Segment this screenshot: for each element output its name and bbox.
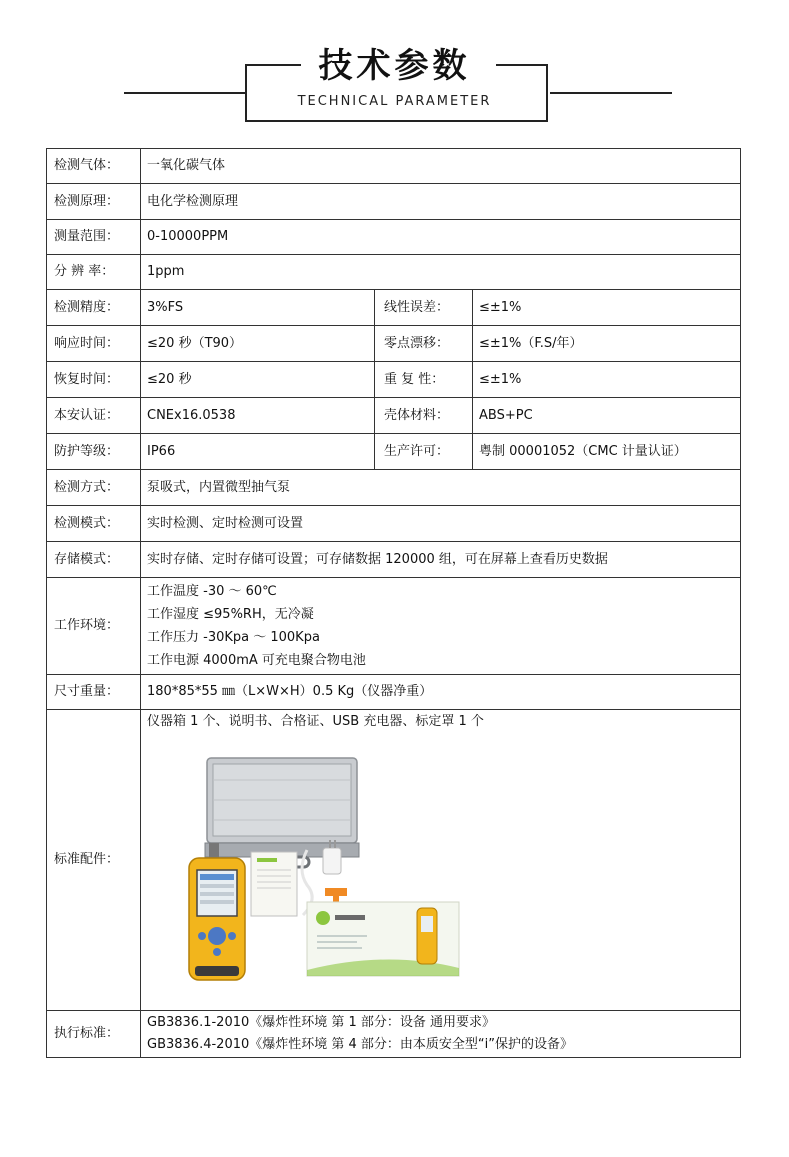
row-label: 检测模式： [47,506,141,542]
row-label-2: 零点漂移： [375,326,473,362]
row-value: 0-10000PPM [141,220,741,255]
row-value-2: ≤±1% [473,362,741,398]
table-row [47,255,741,290]
page-header [0,0,789,130]
env-line: 工作温度 -30 ～ 60℃ [147,584,277,599]
frame-bottom [245,120,548,122]
table-row [47,1011,741,1058]
row-value: 180*85*55 ㎜（L×W×H）0.5 Kg（仪器净重） [141,675,741,710]
row-label: 工作环境： [47,578,141,675]
standard-line: GB3836.1-2010《爆炸性环境 第 1 部分：设备 通用要求》 [147,1015,496,1030]
row-label: 标准配件： [47,710,141,1011]
env-line: 工作压力 -30Kpa ～ 100Kpa [147,630,320,645]
row-label: 防护等级： [47,434,141,470]
table-row [47,149,741,184]
row-value: 电化学检测原理 [141,184,741,220]
row-label-2: 重 复 性： [375,362,473,398]
row-value-2: ≤±1% [473,290,741,326]
page-subtitle: TECHNICAL PARAMETER [297,94,492,109]
row-label: 响应时间： [47,326,141,362]
table-row [47,578,741,675]
row-label-2: 壳体材料： [375,398,473,434]
manual-icon [251,852,297,916]
table-row [47,506,741,542]
env-line: 工作电源 4000mA 可充电聚合物电池 [147,653,366,668]
row-label: 检测精度： [47,290,141,326]
row-value-2: 粤制 00001052（CMC 计量认证） [473,434,741,470]
row-label: 存储模式： [47,542,141,578]
row-value: 实时存储、定时存储可设置；可存储数据 120000 组，可在屏幕上查看历史数据 [141,542,741,578]
row-label: 执行标准： [47,1011,141,1058]
table-row [47,220,741,255]
spec-table [46,148,741,1058]
row-label: 检测原理： [47,184,141,220]
row-label: 检测气体： [47,149,141,184]
row-value: CNEx16.0538 [141,398,375,434]
page-title: 技术参数 [318,46,471,86]
row-value-2: ≤±1%（F.S/年） [473,326,741,362]
gas-detector-icon [189,843,245,980]
row-value: 泵吸式，内置微型抽气泵 [141,470,741,506]
table-row [47,470,741,506]
row-label: 本安认证： [47,398,141,434]
row-value: 实时检测、定时检测可设置 [141,506,741,542]
table-row [47,398,741,434]
table-row [47,362,741,398]
env-line: 工作湿度 ≤95%RH，无冷凝 [147,607,314,622]
table-row [47,290,741,326]
environment-values [141,578,741,675]
row-label-2: 线性误差： [375,290,473,326]
row-value: 3%FS [141,290,375,326]
accessories-photo [147,740,737,1000]
table-row [47,434,741,470]
row-label: 测量范围： [47,220,141,255]
table-row [47,675,741,710]
table-row [47,710,741,1011]
accessories-cell [141,710,741,1011]
table-row [47,326,741,362]
row-label: 检测方式： [47,470,141,506]
table-row [47,542,741,578]
row-value: 一氧化碳气体 [141,149,741,184]
standards-values [141,1011,741,1058]
row-value: ≤20 秒（T90） [141,326,375,362]
row-value: 仪器箱 1 个、说明书、合格证、USB 充电器、标定罩 1 个 [147,714,484,729]
standard-line: GB3836.4-2010《爆炸性环境 第 4 部分：由本质安全型“i”保护的设备》 [147,1037,574,1052]
table-row [47,184,741,220]
row-label: 尺寸重量： [47,675,141,710]
row-value: IP66 [141,434,375,470]
row-label: 恢复时间： [47,362,141,398]
row-value-2: ABS+PC [473,398,741,434]
product-box-icon [307,902,459,976]
row-value: 1ppm [141,255,741,290]
row-value: ≤20 秒 [141,362,375,398]
row-label-2: 生产许可： [375,434,473,470]
row-label: 分 辨 率： [47,255,141,290]
